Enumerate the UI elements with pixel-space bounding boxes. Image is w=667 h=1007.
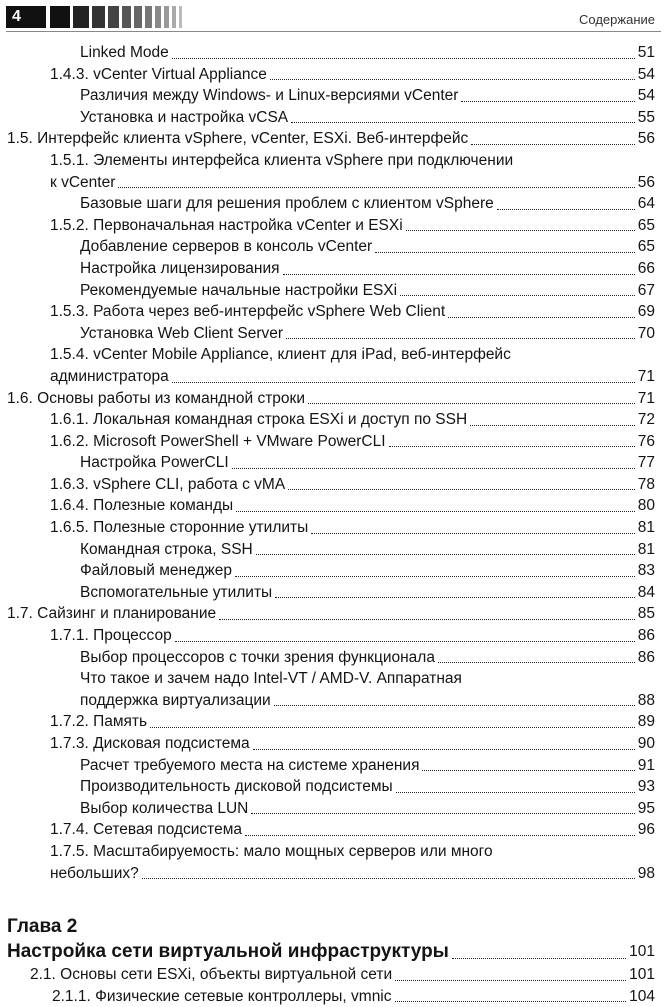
toc-page-number: 85 xyxy=(637,605,655,623)
toc-entry-title: Рекомендуемые начальные настройки ESXi xyxy=(80,281,398,299)
toc-page-number: 88 xyxy=(637,691,655,709)
toc-page-number: 76 xyxy=(637,432,655,450)
toc-entry xyxy=(0,539,667,561)
toc-entry xyxy=(0,863,667,885)
dot-leader xyxy=(235,576,635,577)
toc-entry xyxy=(0,85,667,107)
toc-entry-title: поддержка виртуализации xyxy=(80,691,271,709)
toc-entry xyxy=(0,474,667,496)
section-title: Содержание xyxy=(579,12,655,27)
toc-entry xyxy=(0,647,667,669)
toc-entry-title: Выбор количества LUN xyxy=(80,799,249,817)
toc-page-number: 54 xyxy=(637,65,655,83)
toc-entry-title: Настройка PowerCLI xyxy=(80,454,229,472)
toc-page-number: 101 xyxy=(629,943,655,961)
toc-page-number: 89 xyxy=(637,713,655,731)
dot-leader xyxy=(396,792,635,793)
dot-leader xyxy=(236,511,635,512)
toc-entry-title: Что такое и зачем надо Intel-VT / AMD-V. Аппаратная xyxy=(80,670,462,688)
chapter-title: Настройка сети виртуальной инфраструктуры xyxy=(7,941,449,963)
toc-entry-title: 1.6. Основы работы из командной строки xyxy=(7,389,305,407)
toc-page-number: 91 xyxy=(637,756,655,774)
dot-leader xyxy=(288,489,635,490)
toc-entry xyxy=(0,452,667,474)
toc-page-number: 98 xyxy=(637,864,655,882)
toc-entry-title: Установка и настройка vCSA xyxy=(80,108,289,126)
table-of-contents xyxy=(0,42,667,1007)
dot-leader xyxy=(256,554,635,555)
toc-entry xyxy=(0,755,667,777)
toc-entry-title: 1.5.4. vCenter Mobile Appliance, клиент для iPad, веб-интерфейс xyxy=(50,346,511,364)
toc-entry xyxy=(0,258,667,280)
page-header xyxy=(0,0,667,34)
toc-entry-title: 1.6.3. vSphere CLI, работа с vMA xyxy=(50,475,286,493)
toc-page-number: 54 xyxy=(637,87,655,105)
toc-entry-title: Расчет требуемого места на системе хранения xyxy=(80,756,420,774)
dot-leader xyxy=(232,468,635,469)
toc-entry-title: Файловый менеджер xyxy=(80,562,233,580)
toc-entry-title: 1.7.1. Процессор xyxy=(50,627,172,645)
toc-page-number: 101 xyxy=(629,966,655,984)
dot-leader xyxy=(452,958,626,959)
toc-entry xyxy=(0,625,667,647)
dot-leader xyxy=(291,122,635,123)
toc-entry-title: Вспомогательные утилиты xyxy=(80,583,273,601)
toc-entry xyxy=(0,172,667,194)
toc-page-number: 90 xyxy=(637,735,655,752)
dot-leader xyxy=(375,252,635,253)
dot-leader xyxy=(253,749,635,750)
toc-entry-title: небольших? xyxy=(50,864,139,882)
dot-leader xyxy=(172,58,635,59)
toc-entry-title: 1.5.1. Элементы интерфейса клиента vSphere при подключении xyxy=(50,151,514,169)
toc-entry xyxy=(0,690,667,712)
toc-entry xyxy=(0,215,667,237)
toc-page-number: 55 xyxy=(637,108,655,126)
toc-entry-title: 1.5. Интерфейс клиента vSphere, vCenter, ESXi. Веб-интерфейс xyxy=(7,130,469,148)
toc-entry-title: 1.7.4. Сетевая подсистема xyxy=(50,821,243,839)
toc-page-number: 67 xyxy=(637,281,655,299)
toc-page-number: 77 xyxy=(637,454,655,472)
toc-page-number: 86 xyxy=(637,627,655,645)
page-number: 4 xyxy=(6,6,46,28)
toc-page-number: 81 xyxy=(637,540,655,558)
toc-entry xyxy=(0,366,667,388)
toc-entry-title: 1.7.2. Память xyxy=(50,713,148,731)
header-decoration xyxy=(50,6,182,28)
dot-leader xyxy=(438,662,635,663)
toc-entry xyxy=(0,711,667,733)
toc-entry xyxy=(0,64,667,86)
toc-entry xyxy=(0,42,667,64)
toc-page-number: 66 xyxy=(637,259,655,277)
dot-leader xyxy=(308,403,635,404)
dot-leader xyxy=(118,187,634,188)
toc-entry xyxy=(0,819,667,841)
toc-entry-title: 1.6.2. Microsoft PowerShell + VMware PowerCLI xyxy=(50,432,386,450)
dot-leader xyxy=(251,813,634,814)
toc-entry xyxy=(0,236,667,258)
toc-page-number: 95 xyxy=(637,799,655,817)
toc-entry-title: Добавление серверов в консоль vCenter xyxy=(80,238,373,256)
dot-leader xyxy=(395,980,626,981)
toc-page-number: 64 xyxy=(637,195,655,213)
toc-entry xyxy=(0,733,667,755)
toc-entry xyxy=(0,193,667,215)
toc-entry xyxy=(0,388,667,410)
dot-leader xyxy=(470,425,635,426)
toc-entry xyxy=(0,603,667,625)
dot-leader xyxy=(274,705,635,706)
toc-entry xyxy=(0,560,667,582)
chapter-title-row xyxy=(0,939,667,964)
toc-entry-title: 2.1.1. Физические сетевые контроллеры, vmnic xyxy=(52,987,392,1005)
toc-entry xyxy=(0,128,667,150)
dot-leader xyxy=(142,878,635,879)
toc-entry-title: Командная строка, SSH xyxy=(80,540,253,558)
toc-entry-title: администратора xyxy=(50,367,169,385)
toc-entry xyxy=(0,582,667,604)
toc-page-number: 93 xyxy=(637,778,655,796)
toc-page-number: 69 xyxy=(637,303,655,321)
dot-leader xyxy=(461,101,634,102)
toc-entry-title: 1.5.3. Работа через веб-интерфейс vSphere Web Client xyxy=(50,303,446,321)
toc-page-number: 80 xyxy=(637,497,655,515)
toc-entry-title: Различия между Windows- и Linux-версиями vCenter xyxy=(80,87,459,105)
toc-page-number: 81 xyxy=(637,519,655,537)
dot-leader xyxy=(395,1001,627,1002)
toc-entry-title: 1.7. Сайзинг и планирование xyxy=(7,605,217,623)
toc-entry xyxy=(0,301,667,323)
toc-entry xyxy=(0,280,667,302)
toc-page-number: 71 xyxy=(637,367,655,385)
dot-leader xyxy=(175,641,635,642)
dot-leader xyxy=(497,209,635,210)
dot-leader xyxy=(172,382,635,383)
toc-page-number: 78 xyxy=(637,475,655,493)
toc-entry-title: 1.4.3. vCenter Virtual Appliance xyxy=(50,65,267,83)
toc-page-number: 96 xyxy=(637,821,655,839)
toc-entry-title: 1.7.3. Дисковая подсистема xyxy=(50,735,250,752)
toc-entry-title: Базовые шаги для решения проблем с клиентом vSphere xyxy=(80,195,494,213)
header-divider xyxy=(6,31,661,32)
dot-leader xyxy=(219,619,635,620)
toc-entry-title: 1.5.2. Первоначальная настройка vCenter и ESXi xyxy=(50,216,403,234)
dot-leader xyxy=(270,79,635,80)
toc-page-number: 65 xyxy=(637,238,655,256)
toc-entry-title: Linked Mode xyxy=(80,44,169,61)
toc-page-number: 104 xyxy=(629,987,655,1005)
toc-entry xyxy=(0,986,667,1007)
toc-page-number: 51 xyxy=(637,44,655,61)
toc-page-number: 72 xyxy=(637,411,655,429)
toc-entry xyxy=(0,776,667,798)
toc-entry-title: Производительность дисковой подсистемы xyxy=(80,778,393,796)
toc-page-number: 56 xyxy=(637,130,655,148)
toc-page-number: 65 xyxy=(637,216,655,234)
toc-page-number: 70 xyxy=(637,324,655,342)
toc-entry xyxy=(0,409,667,431)
toc-entry xyxy=(0,431,667,453)
chapter-label: Глава 2 xyxy=(7,916,78,938)
dot-leader xyxy=(448,317,635,318)
dot-leader xyxy=(406,230,635,231)
dot-leader xyxy=(286,338,635,339)
toc-entry-title: 1.7.5. Масштабируемость: мало мощных серверов или много xyxy=(50,842,493,860)
toc-entry-title: 1.6.5. Полезные сторонние утилиты xyxy=(50,519,309,537)
toc-entry xyxy=(0,964,667,986)
dot-leader xyxy=(275,597,635,598)
toc-entry-title: 1.6.4. Полезные команды xyxy=(50,497,234,515)
toc-page-number: 86 xyxy=(637,648,655,666)
toc-entry-title: Выбор процессоров с точки зрения функционала xyxy=(80,648,435,666)
dot-leader xyxy=(245,835,635,836)
toc-page-number: 56 xyxy=(637,173,655,191)
toc-entry-title: Настройка лицензирования xyxy=(80,259,280,277)
dot-leader xyxy=(150,727,635,728)
dot-leader xyxy=(389,446,635,447)
toc-entry-title: 1.6.1. Локальная командная строка ESXi и доступ по SSH xyxy=(50,411,468,429)
toc-entry xyxy=(0,798,667,820)
toc-entry xyxy=(0,107,667,129)
toc-page-number: 83 xyxy=(637,562,655,580)
toc-page-number: 71 xyxy=(637,389,655,407)
toc-entry xyxy=(0,495,667,517)
dot-leader xyxy=(422,770,634,771)
toc-page-number: 84 xyxy=(637,583,655,601)
toc-entry xyxy=(0,323,667,345)
toc-entry xyxy=(0,517,667,539)
toc-entry-title: к vCenter xyxy=(50,173,116,191)
dot-leader xyxy=(471,144,635,145)
dot-leader xyxy=(400,295,635,296)
dot-leader xyxy=(311,533,634,534)
toc-entry-title: Установка Web Client Server xyxy=(80,324,284,342)
toc-entry-title: 2.1. Основы сети ESXi, объекты виртуальной сети xyxy=(30,966,393,984)
dot-leader xyxy=(283,274,635,275)
